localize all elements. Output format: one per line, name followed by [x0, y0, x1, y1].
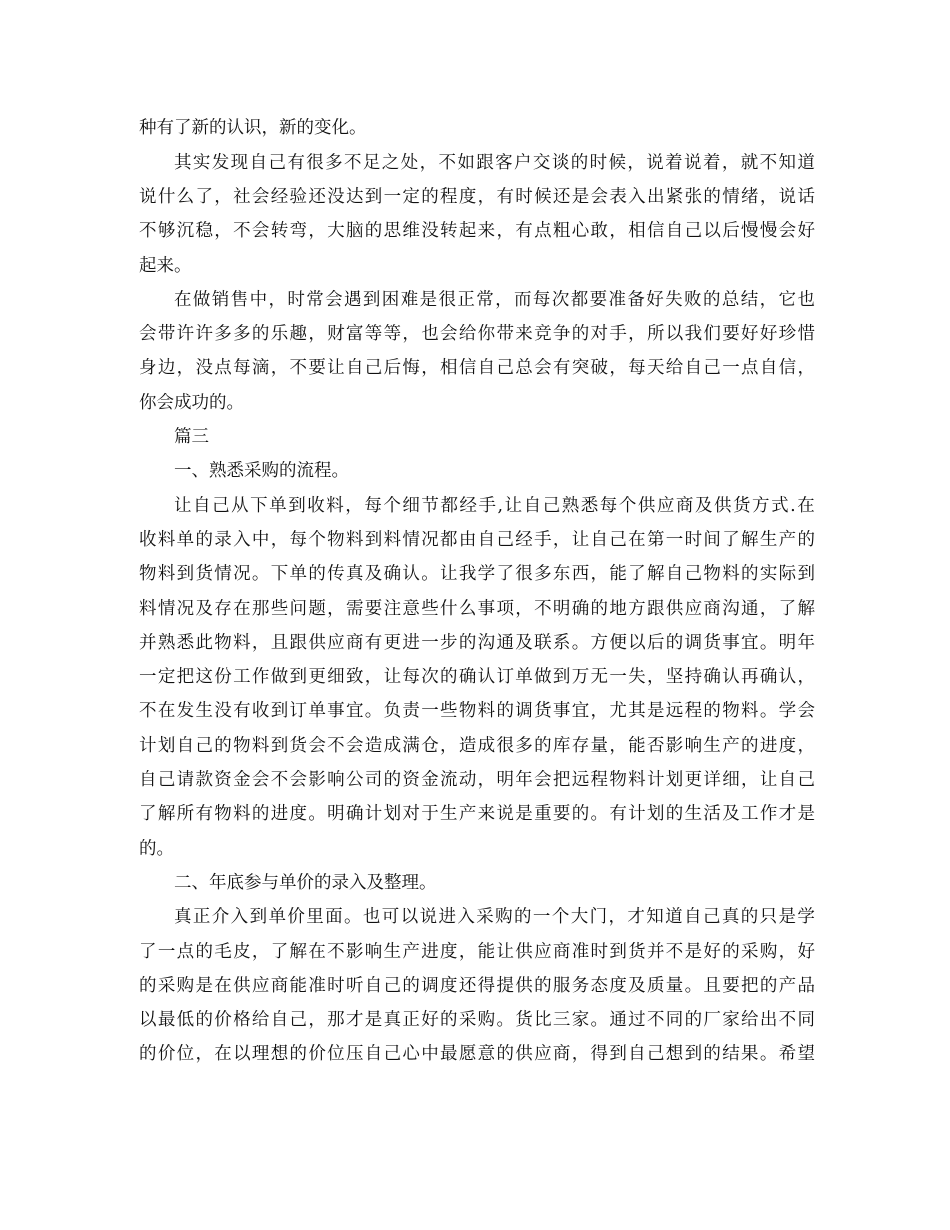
text-line-content: 收 料 单 的 录 入 中 ， 每 个 物 料 到 料 情 况 都 由 自 己 经 手 ， 让 自 己 在 第 一 时 间 了 解 生 产 的	[139, 529, 815, 550]
text-line	[139, 455, 815, 489]
text-line	[139, 318, 815, 352]
text-line-content: 其 实 发 现 自 己 有 很 多 不 足 之 处 ， 不 如 跟 客 户 交 谈 的 时 候 ， 说 着 说 着 ， 就 不 知 道	[174, 152, 815, 173]
text-line	[139, 386, 815, 420]
text-line-content: 自 己 请 款 资 金 会 不 会 影 响 公 司 的 资 金 流 动 ， 明 年 会 把 远 程 物 料 计 划 更 详 细 ， 让 自 己	[139, 770, 815, 791]
text-line-content: 种有了新的认识，新的变化。	[139, 118, 367, 139]
text-line	[139, 112, 815, 146]
text-line	[139, 661, 815, 695]
text-line	[139, 935, 815, 969]
text-line	[139, 867, 815, 901]
text-line-content: 了 一 点 的 毛 皮 ， 了 解 在 不 影 响 生 产 进 度 ， 能 让 供 应 商 准 时 到 货 并 不 是 好 的 采 购 ， 好	[139, 941, 815, 962]
text-line-content: 会 带 许 许 多 多 的 乐 趣 ， 财 富 等 等 ， 也 会 给 你 带 来 竞 争 的 对 手 ， 所 以 我 们 要 好 好 珍 惜	[139, 324, 815, 345]
text-line-content: 的 采 购 是 在 供 应 商 能 准 时 听 自 己 的 调 度 还 得 提 供 的 服 务 态 度 及 质 量 。 且 要 把 的 产 品	[139, 975, 815, 996]
text-line-content: 的。	[139, 838, 174, 859]
text-line	[139, 729, 815, 763]
text-line-content: 在 做 销 售 中 ， 时 常 会 遇 到 困 难 是 很 正 常 ， 而 每 次 都 要 准 备 好 失 败 的 总 结 ， 它 也	[174, 289, 815, 310]
text-line-content: 你会成功的。	[139, 392, 244, 413]
text-line	[139, 626, 815, 660]
text-line	[139, 695, 815, 729]
text-line-content: 让 自 己 从 下 单 到 收 料 ， 每 个 细 节 都 经 手 , 让 自 己 熟 悉 每 个 供 应 商 及 供 货 方 式 . 在	[174, 495, 815, 516]
text-line-content: 篇三	[174, 427, 209, 448]
text-line	[139, 1038, 815, 1072]
text-line	[139, 969, 815, 1003]
text-line-content: 的 价 位 ， 在 以 理 想 的 价 位 压 自 己 心 中 最 愿 意 的 供 应 商 ， 得 到 自 己 想 到 的 结 果 。 希 望	[139, 1044, 815, 1065]
text-line-content: 说 什 么 了 ， 社 会 经 验 还 没 达 到 一 定 的 程 度 ， 有 时 候 还 是 会 表 入 出 紧 张 的 情 绪 ， 说 话	[139, 186, 815, 207]
text-line-content: 真 正 介 入 到 单 价 里 面 。 也 可 以 说 进 入 采 购 的 一 个 大 门 ， 才 知 道 自 己 真 的 只 是 学	[174, 907, 815, 928]
text-line	[139, 524, 815, 558]
text-line	[139, 181, 815, 215]
text-line-content: 并 熟 悉 此 物 料 ， 且 跟 供 应 商 有 更 进 一 步 的 沟 通 及 联 系 。 方 便 以 后 的 调 货 事 宜 。 明 年	[139, 632, 815, 653]
text-line-content: 一 定 把 这 份 工 作 做 到 更 细 致 ， 让 每 次 的 确 认 订 单 做 到 万 无 一 失 ， 坚 持 确 认 再 确 认 ，	[139, 667, 815, 688]
text-line	[139, 489, 815, 523]
text-line	[139, 352, 815, 386]
text-line	[139, 592, 815, 626]
text-line	[139, 146, 815, 180]
text-line-content: 二、年底参与单价的录入及整理。	[174, 872, 437, 893]
text-line	[139, 421, 815, 455]
text-line-content: 以 最 低 的 价 格 给 自 己 ， 那 才 是 真 正 好 的 采 购 。 货 比 三 家 。 通 过 不 同 的 厂 家 给 出 不 同	[139, 1010, 815, 1031]
text-line	[139, 798, 815, 832]
text-line-content: 不 够 沉 稳 ， 不 会 转 弯 ， 大 脑 的 思 维 没 转 起 来 ， 有 点 粗 心 敢 ， 相 信 自 己 以 后 慢 慢 会 好	[139, 221, 815, 242]
text-line	[139, 215, 815, 249]
text-line-content: 身 边 ， 没 点 每 滴 ， 不 要 让 自 己 后 悔 ， 相 信 自 己 总 会 有 突 破 ， 每 天 给 自 己 一 点 自 信 ，	[139, 358, 815, 379]
text-line-content: 不 在 发 生 没 有 收 到 订 单 事 宜 。 负 责 一 些 物 料 的 调 货 事 宜 ， 尤 其 是 远 程 的 物 料 。 学 会	[139, 701, 815, 722]
text-line-content: 物 料 到 货 情 况 。 下 单 的 传 真 及 确 认 。 让 我 学 了 很 多 东 西 ， 能 了 解 自 己 物 料 的 实 际 到	[139, 564, 815, 585]
text-line	[139, 764, 815, 798]
text-line	[139, 901, 815, 935]
text-line	[139, 1004, 815, 1038]
text-line-content: 起来。	[139, 255, 192, 276]
text-line-content: 料 情 况 及 存 在 那 些 问 题 ， 需 要 注 意 些 什 么 事 项 ， 不 明 确 的 地 方 跟 供 应 商 沟 通 ， 了 解	[139, 598, 815, 619]
text-line-content: 了 解 所 有 物 料 的 进 度 。 明 确 计 划 对 于 生 产 来 说 是 重 要 的 。 有 计 划 的 生 活 及 工 作 才 是	[139, 804, 815, 825]
text-line	[139, 283, 815, 317]
text-line	[139, 249, 815, 283]
text-line-content: 一、熟悉采购的流程。	[174, 461, 349, 482]
document-body	[139, 112, 815, 1072]
text-line	[139, 558, 815, 592]
text-line	[139, 832, 815, 866]
text-line-content: 计 划 自 己 的 物 料 到 货 会 不 会 造 成 满 仓 ， 造 成 很 多 的 库 存 量 ， 能 否 影 响 生 产 的 进 度 ，	[139, 735, 815, 756]
